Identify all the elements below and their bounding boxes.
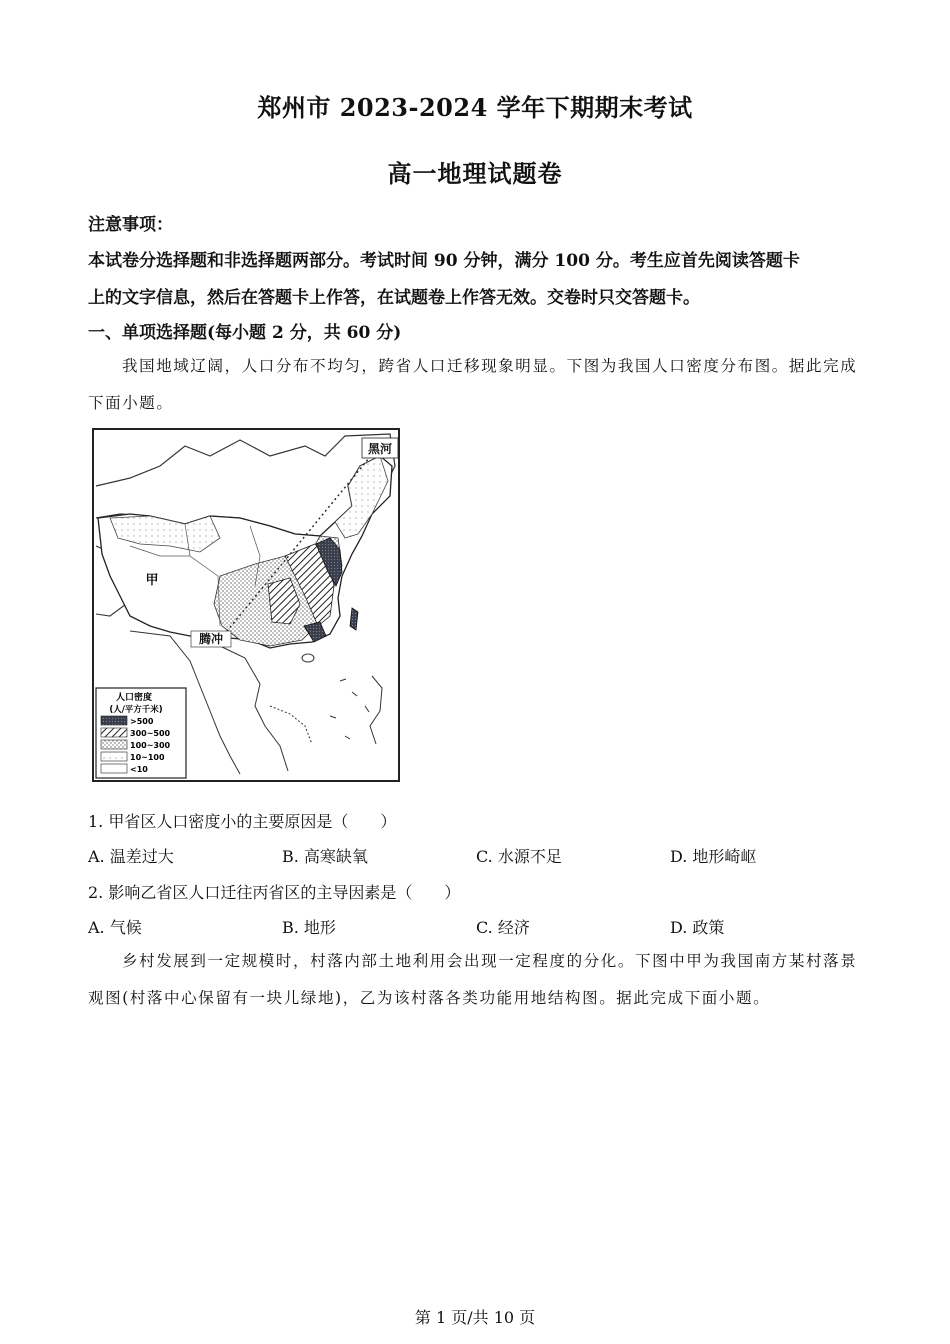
page-footer: 第 1 页/共 10 页 — [414, 1308, 536, 1327]
question-2-option-d: D. 政策 — [670, 918, 725, 937]
legend-item: 10~100 — [130, 753, 165, 762]
question-1-stem: 1. 甲省区人口密度小的主要原因是（ ） — [88, 812, 397, 831]
question-1-option-b: B. 高寒缺氧 — [282, 847, 368, 866]
notice-line-1: 本试卷分选择题和非选择题两部分。考试时间 90 分钟，满分 100 分。考生应首先阅读答题卡 — [88, 251, 800, 271]
legend-title: 人口密度 — [115, 693, 153, 703]
legend-item: 100~300 — [130, 741, 171, 750]
exam-subtitle: 高一地理试题卷 — [387, 159, 563, 188]
question-2-option-c: C. 经济 — [476, 918, 530, 937]
legend-unit: (人/平方千米) — [109, 705, 163, 715]
legend-item: <10 — [130, 765, 148, 774]
label-jia: 甲 — [145, 573, 159, 588]
passage-1: 我国地域辽阔，人口分布不均匀，跨省人口迁移现象明显。下图为我国人口密度分布图。据此完成下面小题。 — [88, 357, 858, 412]
passage-2: 乡村发展到一定规模时，村落内部土地利用会出现一定程度的分化。下图中甲为我国南方某村落景观图(村落中心保留有一块儿绿地)，乙为该村落各类功能用地结构图。据此完成下面小题。 — [88, 952, 858, 1007]
exam-title: 郑州市 2023-2024 学年下期期末考试 — [257, 93, 693, 122]
question-1-option-a: A. 温差过大 — [88, 847, 174, 866]
notice-line-2: 上的文字信息，然后在答题卡上作答，在试题卷上作答无效。交卷时只交答题卡。 — [88, 288, 700, 308]
legend-item: 300~500 — [130, 729, 171, 738]
legend-item: >500 — [130, 717, 154, 726]
label-tengchong: 腾冲 — [198, 632, 224, 646]
question-2-stem: 2. 影响乙省区人口迁往丙省区的主导因素是（ ） — [88, 883, 461, 902]
population-density-map — [90, 426, 402, 784]
question-1-option-d: D. 地形崎岖 — [670, 847, 757, 866]
section-heading: 一、单项选择题(每小题 2 分，共 60 分) — [88, 323, 402, 343]
map-legend — [96, 688, 186, 778]
question-1-option-c: C. 水源不足 — [476, 847, 562, 866]
notice-heading: 注意事项： — [88, 215, 173, 235]
question-2-option-b: B. 地形 — [282, 918, 336, 937]
question-2-option-a: A. 气候 — [88, 918, 142, 937]
label-heihe: 黑河 — [367, 442, 393, 456]
